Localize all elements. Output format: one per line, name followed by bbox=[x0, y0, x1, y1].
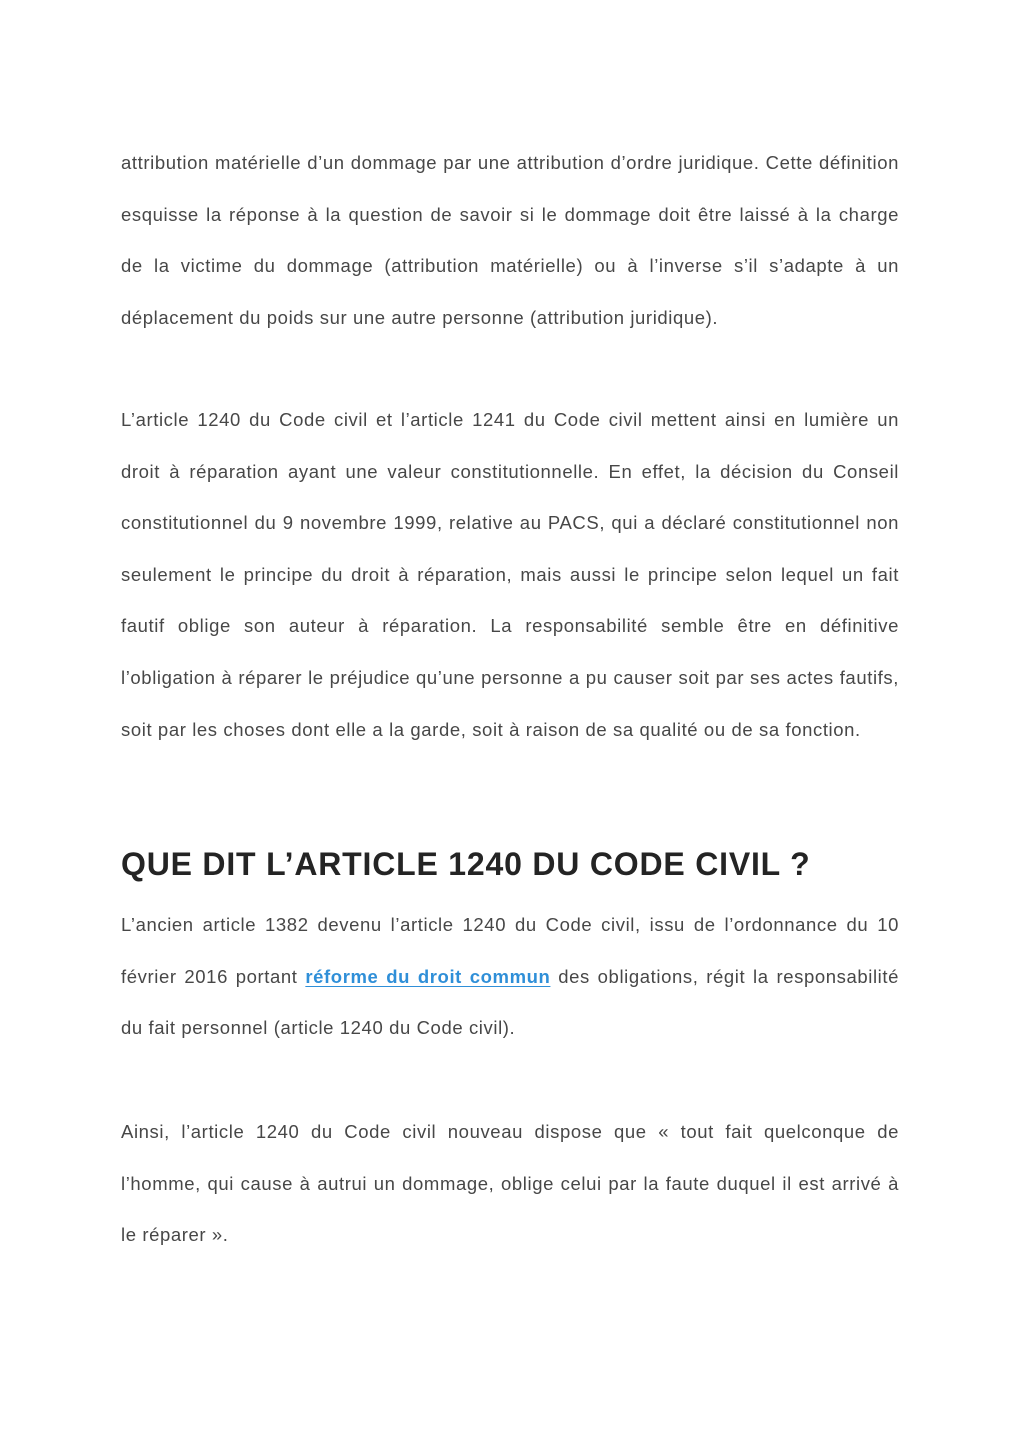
paragraph-article-1240-1241: L’article 1240 du Code civil et l’article 1241 du Code civil mettent ainsi en lumière un droit à réparation ayant une valeur constitutionnelle. En effet, la décision du Conseil constitutionnel du 9 novembre 1999, relative au PACS, qui a déclaré constitutionnel non seulement le principe du droit à réparation, mais aussi le principe selon lequel un fait fautif oblige son auteur à réparation. La responsabilité semble être en définitive l’obligation à réparer le préjudice qu’une personne a pu causer soit par ses actes fautifs, soit par les choses dont elle a la garde, soit à raison de sa qualité ou de sa fonction. bbox=[121, 409, 899, 740]
reforme-droit-commun-link[interactable]: réforme du droit commun bbox=[305, 965, 551, 987]
section-heading: QUE DIT L’ARTICLE 1240 DU CODE CIVIL ? bbox=[121, 846, 811, 882]
paragraph-text-before-link: L’ancien article 1382 devenu l’article 1240 du Code civil, issu de l’ordonnance du 10 février 2016 portant bbox=[121, 914, 899, 987]
paragraph-ancien-article-1382 bbox=[121, 899, 899, 1054]
paragraph-text-after-link: des obligations, régit la responsabilité du fait personnel (article 1240 du Code civil). bbox=[121, 965, 899, 1039]
paragraph-article-1240-quote: Ainsi, l’article 1240 du Code civil nouveau dispose que « tout fait quelconque de l’homme, qui cause à autrui un dommage, oblige celui par la faute duquel il est arrivé à le réparer ». bbox=[121, 1121, 899, 1246]
paragraph-attribution: attribution matérielle d’un dommage par une attribution d’ordre juridique. Cette définition esquisse la réponse à la question de savoir si le dommage doit être laissé à la charge de la victime du dommage (attribution matérielle) ou à l’inverse s’il s’adapte à un déplacement du poids sur une autre personne (attribution juridique). bbox=[121, 152, 899, 328]
